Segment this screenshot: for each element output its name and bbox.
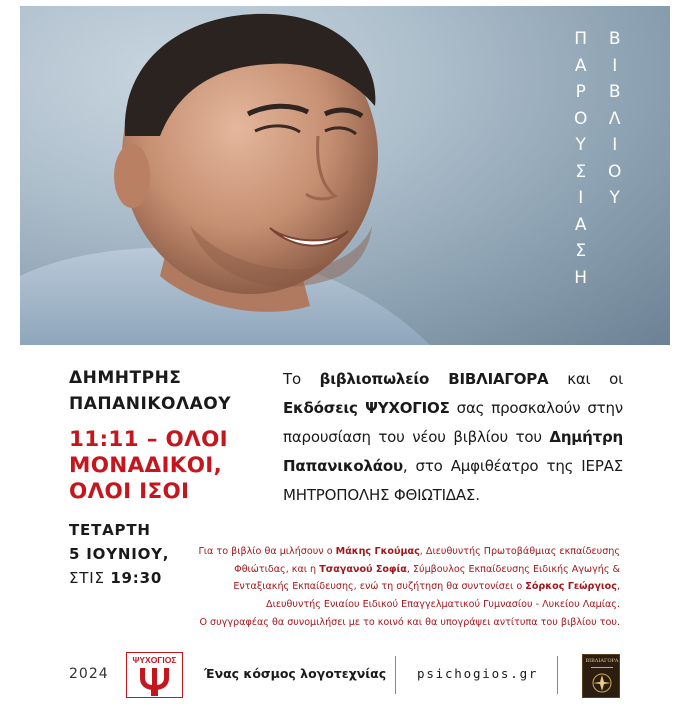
intro-text: , στο Αμφιθέατρο της ΙΕΡΑΣ ΜΗΤΡΟΠΟΛΗΣ ΦΘΙΩΤΙΔΑΣ. xyxy=(283,457,623,504)
psi-logo-icon xyxy=(126,652,183,698)
intro-text: και οι xyxy=(548,370,623,388)
vertical-letter: Η xyxy=(574,267,588,288)
footer-divider xyxy=(395,656,396,694)
intro-bold-bookstore: βιβλιοπωλείο ΒΙΒΛΙΑΓΟΡΑ xyxy=(319,370,549,388)
speaker-name: Σόρκος Γεώργιος xyxy=(525,581,617,593)
book-title-line: ΟΛΟΙ ΙΣΟΙ xyxy=(69,479,190,504)
vertical-letter: Ο xyxy=(574,108,588,129)
vertical-letter: Ι xyxy=(612,55,618,76)
speakers-text-part: , Σύμβουλος Εκπαίδευσης Ειδικής Αγωγής & Ενταξιακής Εκπαίδευσης, ενώ τη συζήτηση θα συντονίσει ο xyxy=(233,563,620,593)
speakers-paragraph xyxy=(190,543,620,614)
publisher-website-link[interactable]: psichogios.gr xyxy=(417,666,539,681)
vertical-letter: Σ xyxy=(575,161,587,182)
author-name xyxy=(69,365,249,417)
signing-note: Ο συγγραφέας θα συνομιλήσει με το κοινό και θα υπογράψει αντίτυπα του βιβλίου του. xyxy=(199,616,620,628)
speakers-text-part: , Διευθυντής Πρωτοβάθμιας εκπαίδευσης Φθιώτιδας, και η xyxy=(234,546,620,575)
speaker-name: Μάκης Γκούμας xyxy=(335,546,420,557)
vertical-letter: Α xyxy=(574,214,587,235)
vertical-letter: Ι xyxy=(612,135,618,155)
book-title xyxy=(69,427,269,505)
event-day: ΤΕΤΑΡΤΗ xyxy=(69,521,151,539)
vertical-letter: Ο xyxy=(608,161,622,182)
author-portrait-photo xyxy=(20,6,670,345)
speaker-name: Τσαγανού Σοφία xyxy=(319,563,407,575)
book-title-line: ΜΟΝΑΔΙΚΟΙ, xyxy=(69,453,223,478)
vertical-letter: Π xyxy=(574,29,588,49)
bookstore-logo xyxy=(582,654,620,698)
vertical-letter: Β xyxy=(608,29,621,49)
event-date: 5 ΙΟΥΝΙΟΥ, xyxy=(69,545,170,563)
portrait-illustration xyxy=(20,6,670,345)
speakers-text-part: Για το βιβλίο θα μιλήσουν ο xyxy=(198,546,336,557)
vertical-letter: Β xyxy=(608,82,621,102)
vertical-title-presentation xyxy=(574,26,587,291)
intro-text: Το xyxy=(283,370,320,388)
speakers-text-part: , Διευθυντής Ενιαίου Ειδικού Επαγγελματικού Γυμνασίου - Λυκείου Λαμίας. xyxy=(266,581,620,611)
publisher-slogan: Ένας κόσμος λογοτεχνίας xyxy=(204,666,387,681)
intro-bold-author: Δημήτρη Παπανικολάου xyxy=(283,428,623,475)
book-title-line: 11:11 – ΟΛΟΙ xyxy=(69,427,228,452)
vertical-letter: Λ xyxy=(608,108,621,129)
footer-year: 2024 xyxy=(69,666,109,682)
vertical-letter: Υ xyxy=(609,188,620,208)
intro-bold-publisher: Εκδόσεις ΨΥΧΟΓΙΟΣ xyxy=(283,399,450,417)
bookstore-emblem-icon xyxy=(583,655,620,698)
vertical-letter: Α xyxy=(574,55,587,76)
event-time: 19:30 xyxy=(110,569,163,587)
psichogios-logo xyxy=(126,652,183,698)
event-time-prefix: ΣΤΙΣ xyxy=(69,569,111,587)
vertical-title-book xyxy=(608,26,621,212)
footer-divider xyxy=(557,656,558,694)
vertical-letter: Σ xyxy=(575,241,587,261)
vertical-letter: Υ xyxy=(575,135,586,155)
intro-text: σας προσκαλούν στην παρουσίαση του νέου βιβλίου του xyxy=(283,399,623,446)
speakers-text xyxy=(190,543,620,632)
invitation-text xyxy=(283,365,623,510)
vertical-letter: Ρ xyxy=(575,82,586,102)
logo-wordmark: ΨΥΧΟΓΙΟΣ xyxy=(132,655,177,665)
author-name-line: ΔΗΜΗΤΡΗΣ xyxy=(69,368,182,388)
author-name-line: ΠΑΠΑΝΙΚΟΛΑΟΥ xyxy=(69,394,232,414)
bookstore-logo-text: ΒΙΒΛΙΑΓΟΡΑ xyxy=(585,658,619,664)
vertical-letter: Ι xyxy=(578,188,584,208)
